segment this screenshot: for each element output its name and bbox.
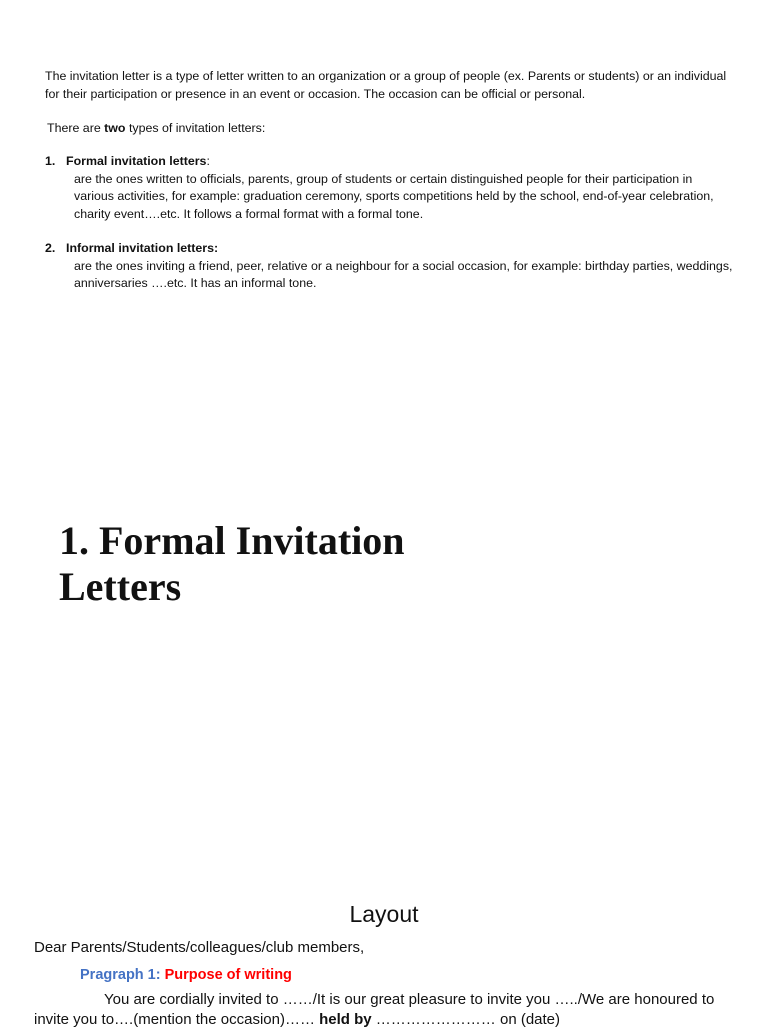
list-description: are the ones written to officials, parents, group of students or certain distinguished people for their participation in various activities, for example: graduation ceremony, sports competitions held by the school, end-of-year celebration, charity event….etc. It follows a formal format with a formal tone.	[74, 171, 714, 221]
list-description: are the ones inviting a friend, peer, relative or a neighbour for a social occasion, for example: birthday parties, weddings, anniversaries ….etc. It has an informal tone.	[74, 258, 733, 290]
intro-paragraph	[45, 68, 735, 103]
list-item-formal	[45, 153, 735, 223]
types-count: two	[104, 121, 126, 135]
body-bold: held by	[319, 1011, 372, 1028]
paragraph-purpose: Purpose of writing	[164, 967, 292, 983]
list-term: Formal invitation letters	[66, 154, 207, 168]
list-number: 2.	[45, 241, 56, 255]
list-term: Informal invitation letters:	[66, 241, 219, 255]
body-start: You are cordially invited to ……/It is our great pleasure to invite you …../We are honoured to invite you to….(mention the occasion)……	[34, 991, 715, 1028]
list-item-informal	[45, 240, 735, 293]
body-end: …………………… on (date)	[371, 1011, 561, 1028]
list-number: 1.	[45, 154, 56, 168]
paragraph-label	[80, 965, 292, 985]
salutation-line: Dear Parents/Students/colleagues/club members,	[34, 939, 365, 956]
types-suffix: types of invitation letters:	[125, 121, 266, 135]
intro-text: The invitation letter is a type of letter written to an organization or a group of people (ex. Parents or students) or an individual for their participation or presence in an event or occasion. The occasion can be official or personal.	[45, 69, 727, 101]
section-title: 1. Formal Invitation Letters	[59, 518, 405, 609]
list-term-suffix: :	[206, 154, 210, 168]
types-prefix: There are	[47, 121, 105, 135]
paragraph-number: Pragraph 1:	[80, 967, 161, 983]
list-item-heading	[45, 240, 735, 258]
layout-heading: Layout	[349, 901, 419, 927]
types-statement	[47, 120, 265, 138]
body-text	[34, 990, 734, 1030]
list-item-heading	[45, 153, 735, 171]
